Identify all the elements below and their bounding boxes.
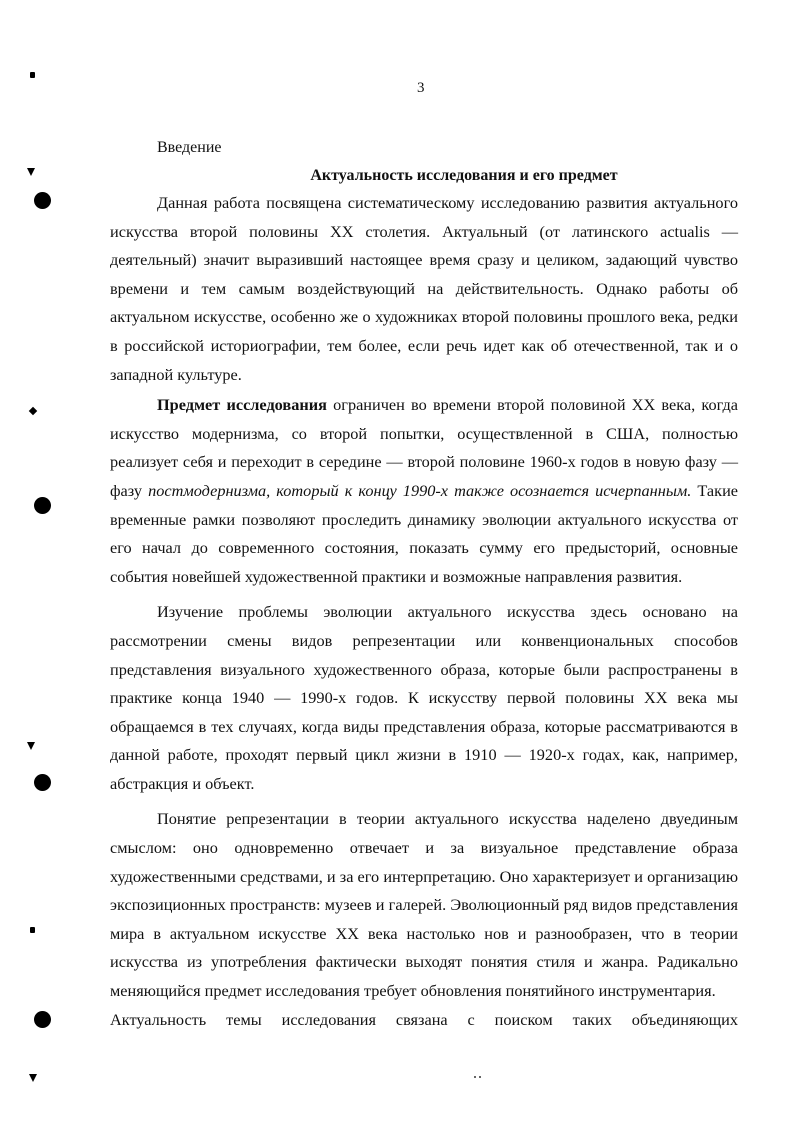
- binding-hole: [34, 192, 51, 209]
- paragraph-4-last-line: Актуальность темы исследования связана с поиском таких объединяющих: [110, 1009, 738, 1029]
- page-number: 3: [417, 80, 425, 96]
- section-title: Введение: [157, 139, 222, 156]
- scan-speck: [474, 1076, 476, 1078]
- margin-mark: [29, 407, 37, 415]
- scan-speck: [479, 1076, 481, 1078]
- paragraph-2-italic: постмодернизма, который к концу 1990-х также осознается исчерпанным.: [148, 480, 692, 500]
- subject-term: Предмет исследования: [157, 395, 327, 415]
- binding-hole: [34, 774, 51, 791]
- subtitle: Актуальность исследования и его предмет: [310, 167, 618, 184]
- paragraph-2-text-a: ограничен во времени второй половиной XX века, когда искусство модернизма, со второй попытки, осуществленной в США, полностью реализует себя и переходит в середине — второй половине 1960-х годов в новую фазу — фазу: [110, 395, 738, 500]
- margin-mark: [27, 742, 35, 750]
- margin-mark: [27, 168, 35, 176]
- paragraph-3: Изучение проблемы эволюции актуального искусства здесь основано на рассмотрении смены видов репрезентации или конвенциональных способов представления визуального художественного образа, которые были распространены в практике конца 1940 — 1990-х годов. К искусству первой половины XX века мы обращаемся в тех случаях, когда виды представления образа, которые рассматриваются в данной работе, проходят первый цикл жизни в 1910 — 1920-х годах, как, например, абстракция и объект.: [110, 602, 738, 793]
- body-text: [110, 189, 738, 1034]
- binding-hole: [34, 1011, 51, 1028]
- margin-mark: [29, 1074, 37, 1082]
- margin-mark: [30, 927, 35, 933]
- paragraph-2: [110, 391, 738, 591]
- paragraph-2-text-b: Такие временные рамки позволяют проследить динамику эволюции актуального искусства от его начал до современного состояния, показать сумму его предысторий, основные события новейшей художественной практики и возможные направления развития.: [110, 480, 739, 586]
- paragraph-1: Данная работа посвящена систематическому исследованию развития актуального искусства второй половины XX столетия. Актуальный (от латинского actualis — деятельный) значит выразивший настоящее время сразу и целиком, задающий чувство времени и тем самым воздействующий на действительность. Однако работы об актуальном искусстве, особенно же о художниках второй половины прошлого века, редки в российской историографии, тем более, если речь идет как об отечественной, так и о западной культуре.: [110, 193, 738, 384]
- paragraph-4: Понятие репрезентации в теории актуального искусства наделено двуединым смыслом: оно одновременно отвечает и за визуальное представление образа художественными средствами, и за его интерпретацию. Оно характеризует и организацию экспозиционных пространств: музеев и галерей. Эволюционный ряд видов представления мира в актуальном искусстве XX века настолько нов и разнообразен, что в теории искусства из употребления фактически выходят понятия стиля и жанра. Радикально меняющийся предмет исследования требует обновления понятийного инструментария.: [110, 809, 738, 1001]
- binding-hole: [34, 497, 51, 514]
- margin-mark: [30, 72, 35, 78]
